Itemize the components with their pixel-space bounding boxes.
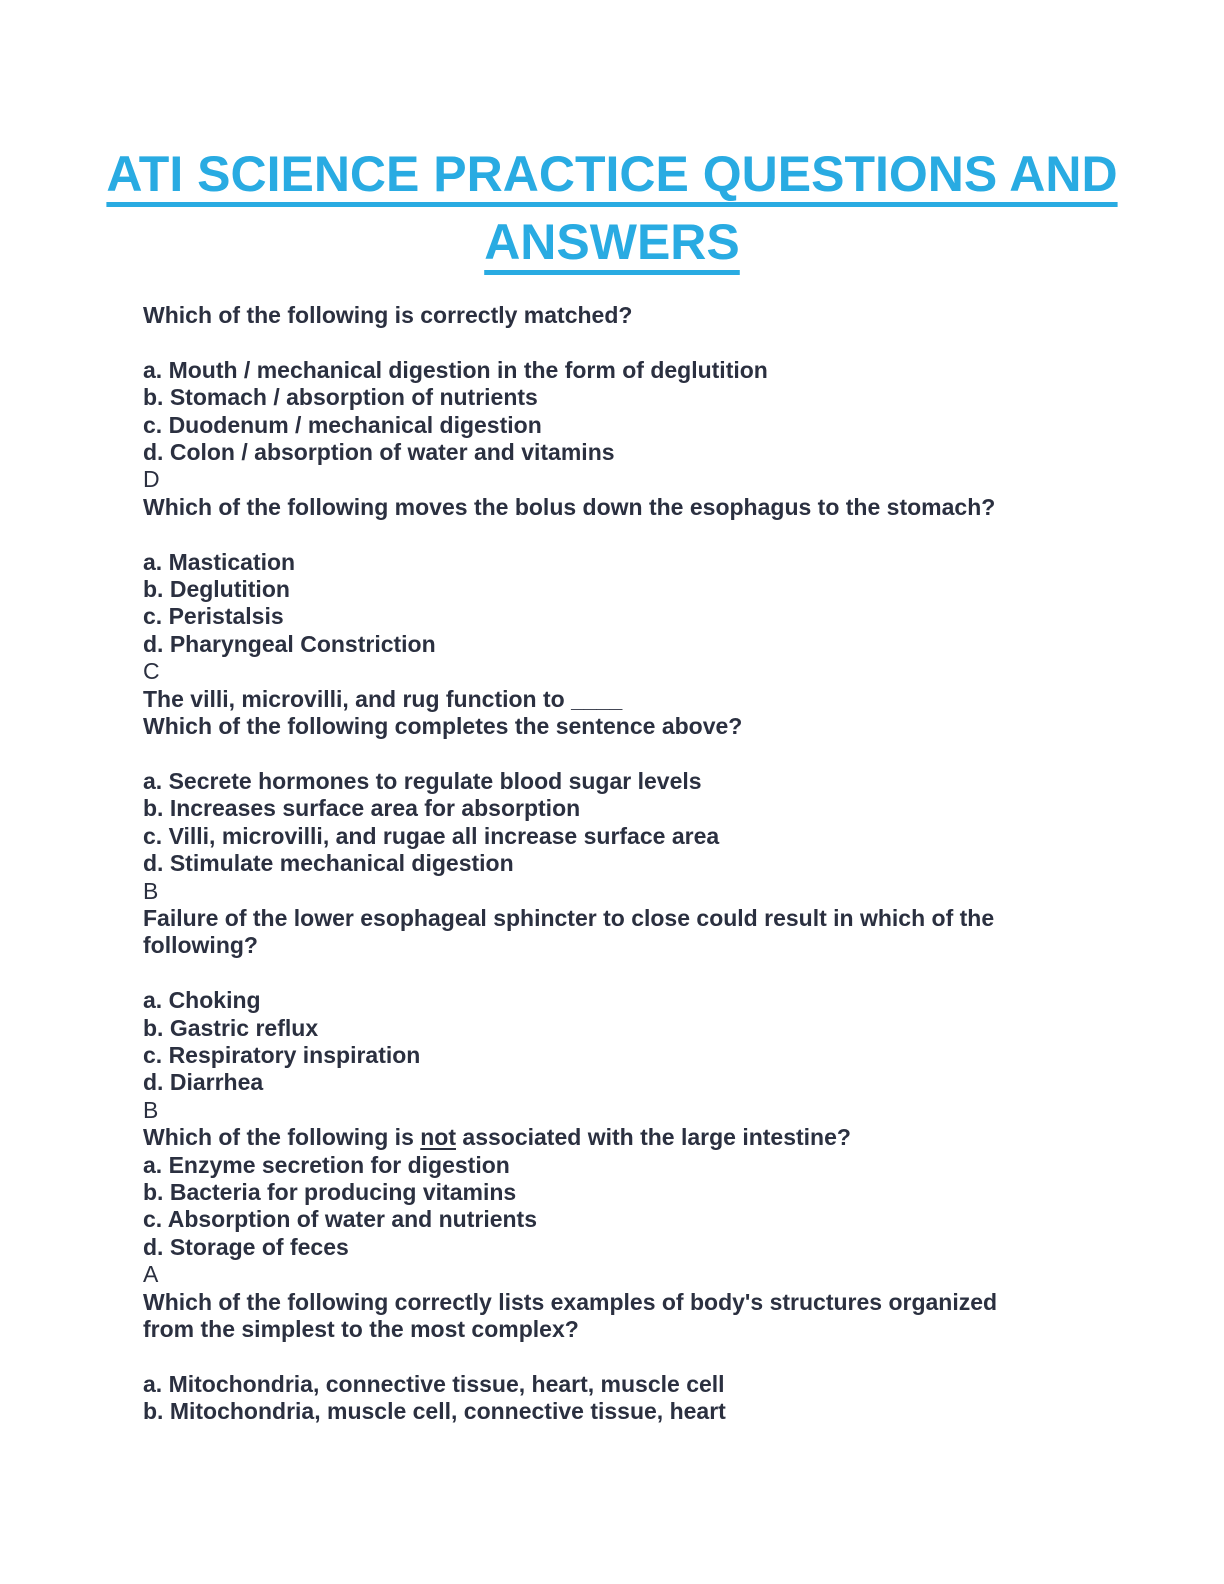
answer-option: a. Mastication (143, 548, 296, 575)
answer-option: d. Colon / absorption of water and vitamins (143, 439, 615, 466)
text-segment: associated with the large intestine? (456, 1124, 851, 1151)
underlined-word: not (420, 1124, 457, 1151)
answer-option: a. Enzyme secretion for digestion (143, 1151, 510, 1178)
blank-line (143, 329, 1053, 356)
blank-line (143, 741, 1053, 768)
answer-option: d. Stimulate mechanical digestion (143, 850, 514, 877)
answer-option: d. Pharyngeal Constriction (143, 630, 436, 657)
answer-key: A (143, 1261, 159, 1288)
question-text: following? (143, 932, 258, 959)
answer-key: B (143, 877, 159, 904)
answer-key: B (143, 1096, 159, 1123)
answer-option: c. Peristalsis (143, 603, 284, 630)
answer-option: c. Duodenum / mechanical digestion (143, 411, 542, 438)
answer-option: b. Stomach / absorption of nutrients (143, 384, 538, 411)
answer-key: D (143, 466, 160, 493)
answer-option: a. Mouth / mechanical digestion in the form of deglutition (143, 356, 768, 383)
answer-option: d. Diarrhea (143, 1069, 264, 1096)
document-title-line-1: ATI SCIENCE PRACTICE QUESTIONS AND (106, 146, 1118, 202)
answer-option: a. Secrete hormones to regulate blood sugar levels (143, 767, 702, 794)
question-text: Which of the following completes the sentence above? (143, 713, 743, 740)
document-body (143, 302, 1053, 1426)
blank-line (143, 521, 1053, 548)
answer-key: C (143, 658, 160, 685)
answer-option: c. Respiratory inspiration (143, 1041, 421, 1068)
question-text: Failure of the lower esophageal sphincter to close could result in which of the (143, 904, 995, 931)
answer-option: b. Deglutition (143, 576, 290, 603)
blank-line (143, 960, 1053, 987)
question-text: Which of the following moves the bolus down the esophagus to the stomach? (143, 493, 996, 520)
question-text: Which of the following is correctly matched? (143, 302, 633, 328)
answer-option: c. Absorption of water and nutrients (143, 1206, 537, 1233)
answer-option: a. Choking (143, 987, 261, 1014)
answer-option: b. Mitochondria, muscle cell, connective tissue, heart (143, 1398, 726, 1425)
answer-option: b. Increases surface area for absorption (143, 795, 581, 822)
document-title-line-2: ANSWERS (484, 214, 740, 270)
question-text: The villi, microvilli, and rug function to ____ (143, 685, 623, 712)
answer-option: b. Gastric reflux (143, 1014, 319, 1041)
question-text: Which of the following correctly lists examples of body's structures organized (143, 1288, 998, 1315)
document-title (0, 0, 1224, 276)
answer-option: c. Villi, microvilli, and rugae all increase surface area (143, 822, 720, 849)
answer-option: d. Storage of feces (143, 1233, 349, 1260)
answer-option: a. Mitochondria, connective tissue, heart, muscle cell (143, 1370, 725, 1397)
blank-line (143, 1343, 1053, 1370)
question-text: from the simplest to the most complex? (143, 1316, 579, 1343)
answer-option: b. Bacteria for producing vitamins (143, 1179, 517, 1205)
question-text (143, 1124, 1053, 1151)
text-segment: Which of the following is (143, 1124, 421, 1151)
